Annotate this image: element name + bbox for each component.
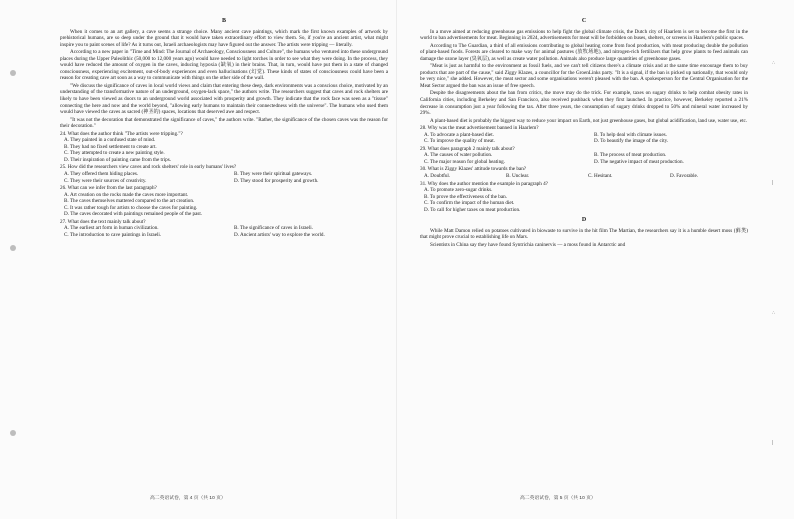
passage-b xyxy=(60,29,388,130)
answer-option: C. It was rather tough for artists to choose the caves for painting. xyxy=(64,204,198,211)
paragraph: A plant-based diet is probably the biggest way to reduce your impact on Earth, not just greenhouse gases, but global acidification, land use, water use, etc. xyxy=(430,117,748,124)
question xyxy=(420,125,748,145)
answer-option: B. To prove the effectiveness of the ban. xyxy=(424,193,507,200)
question xyxy=(60,185,388,218)
answer-options xyxy=(60,171,388,184)
answer-option: C. The introduction to cave paintings in Israeli. xyxy=(64,231,162,238)
answer-option: A. Art creation on the rocks made the caves more important. xyxy=(64,191,189,198)
page-footer: 高二英语试卷，第 5 页（共 10 页） xyxy=(520,496,596,501)
answer-option: D. They stood for prosperity and growth. xyxy=(234,177,319,184)
answer-option: D. The negative impact of meat production. xyxy=(594,158,684,165)
question-stem: 26. What can we infer from the last paragraph? xyxy=(60,185,157,192)
question xyxy=(60,164,388,184)
paragraph: According to a new paper in "Time and Mind: The Journal of Archaeology, Consciousness and Culture", the humans who ventured into these underground places during the Upper Paleolithic (50,000 to 12,000 years ago) would have needed to light torches in order to see what they were doing. In the process, they would have reduced the amount of oxygen in the caves, inducing hypoxia (缺氧) in their brains. That, in turn, would have put them in a state of changed consciousness, experiencing excitement, out-of-body experiences and even hallucinations (幻觉). These kinds of states of consciousness could have been a reason for creating cave art soon as a way to communicate with things on the other side of the wall. xyxy=(60,49,388,82)
paragraph: While Matt Damon relied on potatoes cultivated in biowaste to survive in the hit film The Martian, the researchers say it is a humble desert moss (藓类) that might prove crucial to establishing life on Mars. xyxy=(420,227,748,241)
question-list xyxy=(420,125,748,213)
answer-option: B. They were their spiritual gateways. xyxy=(234,171,313,178)
question-stem: 24. What does the author think "The artists were tripping."? xyxy=(60,130,183,137)
answer-option: A. The earliest art form in human civilization. xyxy=(64,225,159,232)
answer-option: A. To advocate a plant-based diet. xyxy=(424,131,494,138)
question-stem: 29. What does paragraph 2 mainly talk about? xyxy=(420,145,515,152)
binding-hole xyxy=(10,70,16,76)
answer-option: D. To call for higher taxes on meat production. xyxy=(424,206,521,213)
answer-option: A. The causes of water pollution. xyxy=(424,152,493,159)
answer-option: C. The major reason for global heating. xyxy=(424,158,505,165)
answer-option: C. They attempted to create a new painting style. xyxy=(64,150,165,157)
binding-hole xyxy=(10,430,16,436)
answer-option: D. Their inspiration of painting came from the trips. xyxy=(64,156,171,163)
question xyxy=(60,219,388,239)
answer-option: A. They painted in a confused state of mind. xyxy=(64,137,156,144)
answer-option: A. They offered them hiding places. xyxy=(64,171,139,178)
answer-option: A. To promote zero-sugar drinks. xyxy=(424,187,493,194)
answer-options xyxy=(60,192,388,218)
question xyxy=(420,166,748,179)
answer-option: C. They were their sources of creativity. xyxy=(64,177,147,184)
paragraph: According to The Guardian, a third of all emissions contributing to global heating come from food production, with meat producing double the pollution of plant-based foods. Forests are cleared to make way for animal pastures (放牧场地), and nitrogen-rich fertilizers that help grow plants to feed animals can damage the ozone layer (臭氧层), as well as create water pollution. Animals also produce large quantities of greenhouse gases. xyxy=(420,42,748,62)
section-heading: B xyxy=(221,18,226,24)
margin-mark: | xyxy=(772,440,774,446)
page-footer: 高二英语试卷，第 4 页（共 10 页） xyxy=(150,496,226,501)
paragraph: In a move aimed at reducing greenhouse gas emissions to help fight the global climate crisis, the Dutch city of Haarlem is set to become the first in the world to ban advertisements for meat. Beginning in 2024, advertisements for meat will be forbidden on buses, shelters, or screens in Haarlem's public spaces. xyxy=(420,28,748,42)
page-fold xyxy=(396,0,397,519)
question xyxy=(420,181,748,214)
right-column xyxy=(420,18,748,250)
question-stem: 28. Why was the meat advertisement banned in Haarlem? xyxy=(420,125,539,132)
paragraph: "Meat is just as harmful to the environment as fossil fuels, and we can't tell citizens there's a climate crisis and at the same time encourage them to buy products that are part of the cause," said Ziggy Klazes, a councillor for the GroenLinks party. "It is a signal, if the ban is picked up nationally, that would only be very nice," she added. However, the meat sector and some organisations weren't pleased with the ban. A spokesperson for the Central Organisation for the Meat Sector argued the ban was an issue of free speech. xyxy=(420,63,748,89)
answer-option: C. To improve the quality of meat. xyxy=(424,138,495,145)
answer-option: A. Doubtful. xyxy=(424,173,451,180)
paragraph: "It was not the decoration that demonstrated the significance of caves," the authors write. "Rather, the significance of the chosen caves was the reason for their decoration." xyxy=(60,116,388,130)
passage-c xyxy=(420,29,748,125)
left-column xyxy=(60,18,388,239)
binding-hole xyxy=(10,245,16,251)
answer-option: D. Ancient artists' way to explore the world. xyxy=(234,231,325,238)
answer-option: B. The significance of caves in Israeli. xyxy=(234,225,313,232)
question-stem: 27. What does the text mainly talk about? xyxy=(60,218,146,225)
answer-options xyxy=(420,173,748,180)
answer-option: B. The process of meat production. xyxy=(594,152,667,159)
paragraph: "We discuss the significance of caves in local world views and claim that entering these deep, dark environments was a conscious choice, motivated by an understanding of the transformative nature of an underground, oxygen-lack space," the authors write. The researchers suggest that caves and rock shelters are likely to have been viewed as doors to an underground world associated with prosperity and growth. They indicate that the rock face was seen as a "tissue" connecting the here and now and the world beyond, "allowing early humans to maintain their connectedness with the universe". The humans who used them would have viewed the caves as sacred (神圣的) spaces, locations that deserved awe and respect. xyxy=(60,82,388,116)
section-heading: C xyxy=(581,18,587,24)
paragraph: Despite the disagreements about the ban from critics, the move may do the trick. For example, taxes on sugary drinks to help combat obesity rates in California cities, including Berkeley and San Francisco, also received pushback when they first launched. In practice, however, Berkeley reported a 21% decrease in consumption just a year following the tax. After three years, the consumption of sugary drinks dropped to 50% and mineral water increased by 29%. xyxy=(420,90,748,117)
section-heading: D xyxy=(581,217,587,224)
answer-option: D. Favorable. xyxy=(670,173,699,180)
margin-mark: ∴ xyxy=(772,310,776,316)
question xyxy=(60,131,388,164)
passage-d xyxy=(420,228,748,249)
answer-options xyxy=(420,152,748,165)
answer-option: B. The caves themselves mattered compared to the art creation. xyxy=(64,198,195,205)
paragraph: When it comes to an art gallery, a cave seems a strange choice. Many ancient cave paintings, which mark the first known examples of artwork by prehistorical humans, are so deep under the ground that it would have taken extraordinary effort to view them. So, if you're an ancient artist, what might inspire you to paint scenes of life? As it turns out, Israeli archaeologists may have figured out the answer. The artists were tripping — literally. xyxy=(60,28,388,48)
question xyxy=(420,146,748,166)
answer-option: B. They had no fixed settlement to create art. xyxy=(64,143,157,150)
answer-options xyxy=(60,137,388,163)
paragraph: Scientists in China say they have found Syntrichia caninervis — a moss found in Antarctic and xyxy=(430,241,626,248)
answer-options xyxy=(60,225,388,238)
answer-options xyxy=(420,187,748,213)
answer-option: C. To confirm the impact of the human diet. xyxy=(424,200,515,207)
answer-option: B. To help deal with climate issues. xyxy=(594,131,667,138)
answer-options xyxy=(420,132,748,145)
answer-option: D. The caves decorated with paintings remained people of the past. xyxy=(64,211,203,218)
question-stem: 30. What is Ziggy Klazes' attitude towards the ban? xyxy=(420,166,527,173)
question-stem: 31. Why does the author mention the example in paragraph 4? xyxy=(420,180,548,187)
answer-option: C. Hesitant. xyxy=(588,173,613,180)
answer-option: D. To beautify the image of the city. xyxy=(594,138,669,145)
margin-mark: | xyxy=(772,180,774,186)
question-list xyxy=(60,131,388,239)
margin-mark: ∴ xyxy=(772,60,776,66)
answer-option: B. Unclear. xyxy=(506,173,530,180)
question-stem: 25. How did the researchers view caves and rock shelters' role in early humans' lives? xyxy=(60,164,237,171)
